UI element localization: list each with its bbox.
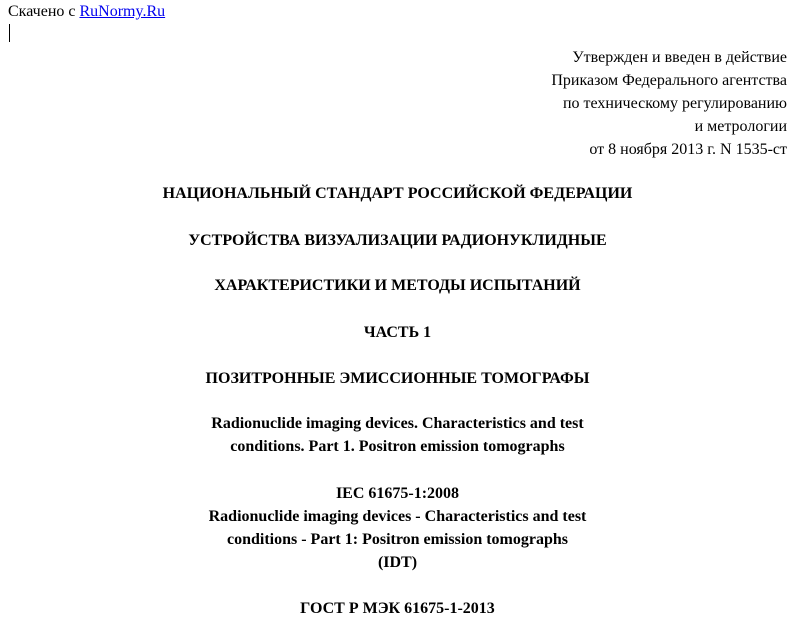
english-title-line-2: conditions. Part 1. Positron emission tomographs bbox=[230, 438, 565, 455]
approval-line: по техническому регулированию bbox=[562, 95, 787, 112]
download-source-label: Скачено с bbox=[8, 3, 76, 20]
iec-title-line-1: Radionuclide imaging devices - Characteristics and test bbox=[208, 508, 587, 525]
standard-title-line-1: УСТРОЙСТВА ВИЗУАЛИЗАЦИИ РАДИОНУКЛИДНЫЕ bbox=[188, 232, 607, 249]
standard-type-heading: НАЦИОНАЛЬНЫЙ СТАНДАРТ РОССИЙСКОЙ ФЕДЕРАЦИИ bbox=[162, 185, 633, 202]
approval-line: Утвержден и введен в действие bbox=[572, 49, 787, 66]
approval-line: Приказом Федерального агентства bbox=[551, 72, 787, 89]
approval-block bbox=[551, 46, 787, 161]
iec-equivalence: (IDT) bbox=[377, 554, 418, 571]
standard-title-line-2: ХАРАКТЕРИСТИКИ И МЕТОДЫ ИСПЫТАНИЙ bbox=[214, 277, 581, 294]
standard-part: ЧАСТЬ 1 bbox=[363, 324, 432, 341]
gost-code: ГОСТ Р МЭК 61675-1-2013 bbox=[300, 600, 495, 617]
text-cursor bbox=[9, 24, 10, 42]
english-title-line-1: Radionuclide imaging devices. Characteristics and test bbox=[211, 415, 584, 432]
approval-line: и метрологии bbox=[694, 118, 787, 135]
iec-title-line-2: conditions - Part 1: Positron emission tomographs bbox=[226, 531, 569, 548]
runormy-link[interactable]: RuNormy.Ru bbox=[79, 3, 166, 20]
iec-code: IEC 61675-1:2008 bbox=[335, 485, 460, 502]
standard-subtitle: ПОЗИТРОННЫЕ ЭМИССИОННЫЕ ТОМОГРАФЫ bbox=[205, 370, 590, 387]
approval-line: от 8 ноября 2013 г. N 1535-ст bbox=[589, 141, 787, 158]
download-source-line bbox=[8, 3, 165, 21]
